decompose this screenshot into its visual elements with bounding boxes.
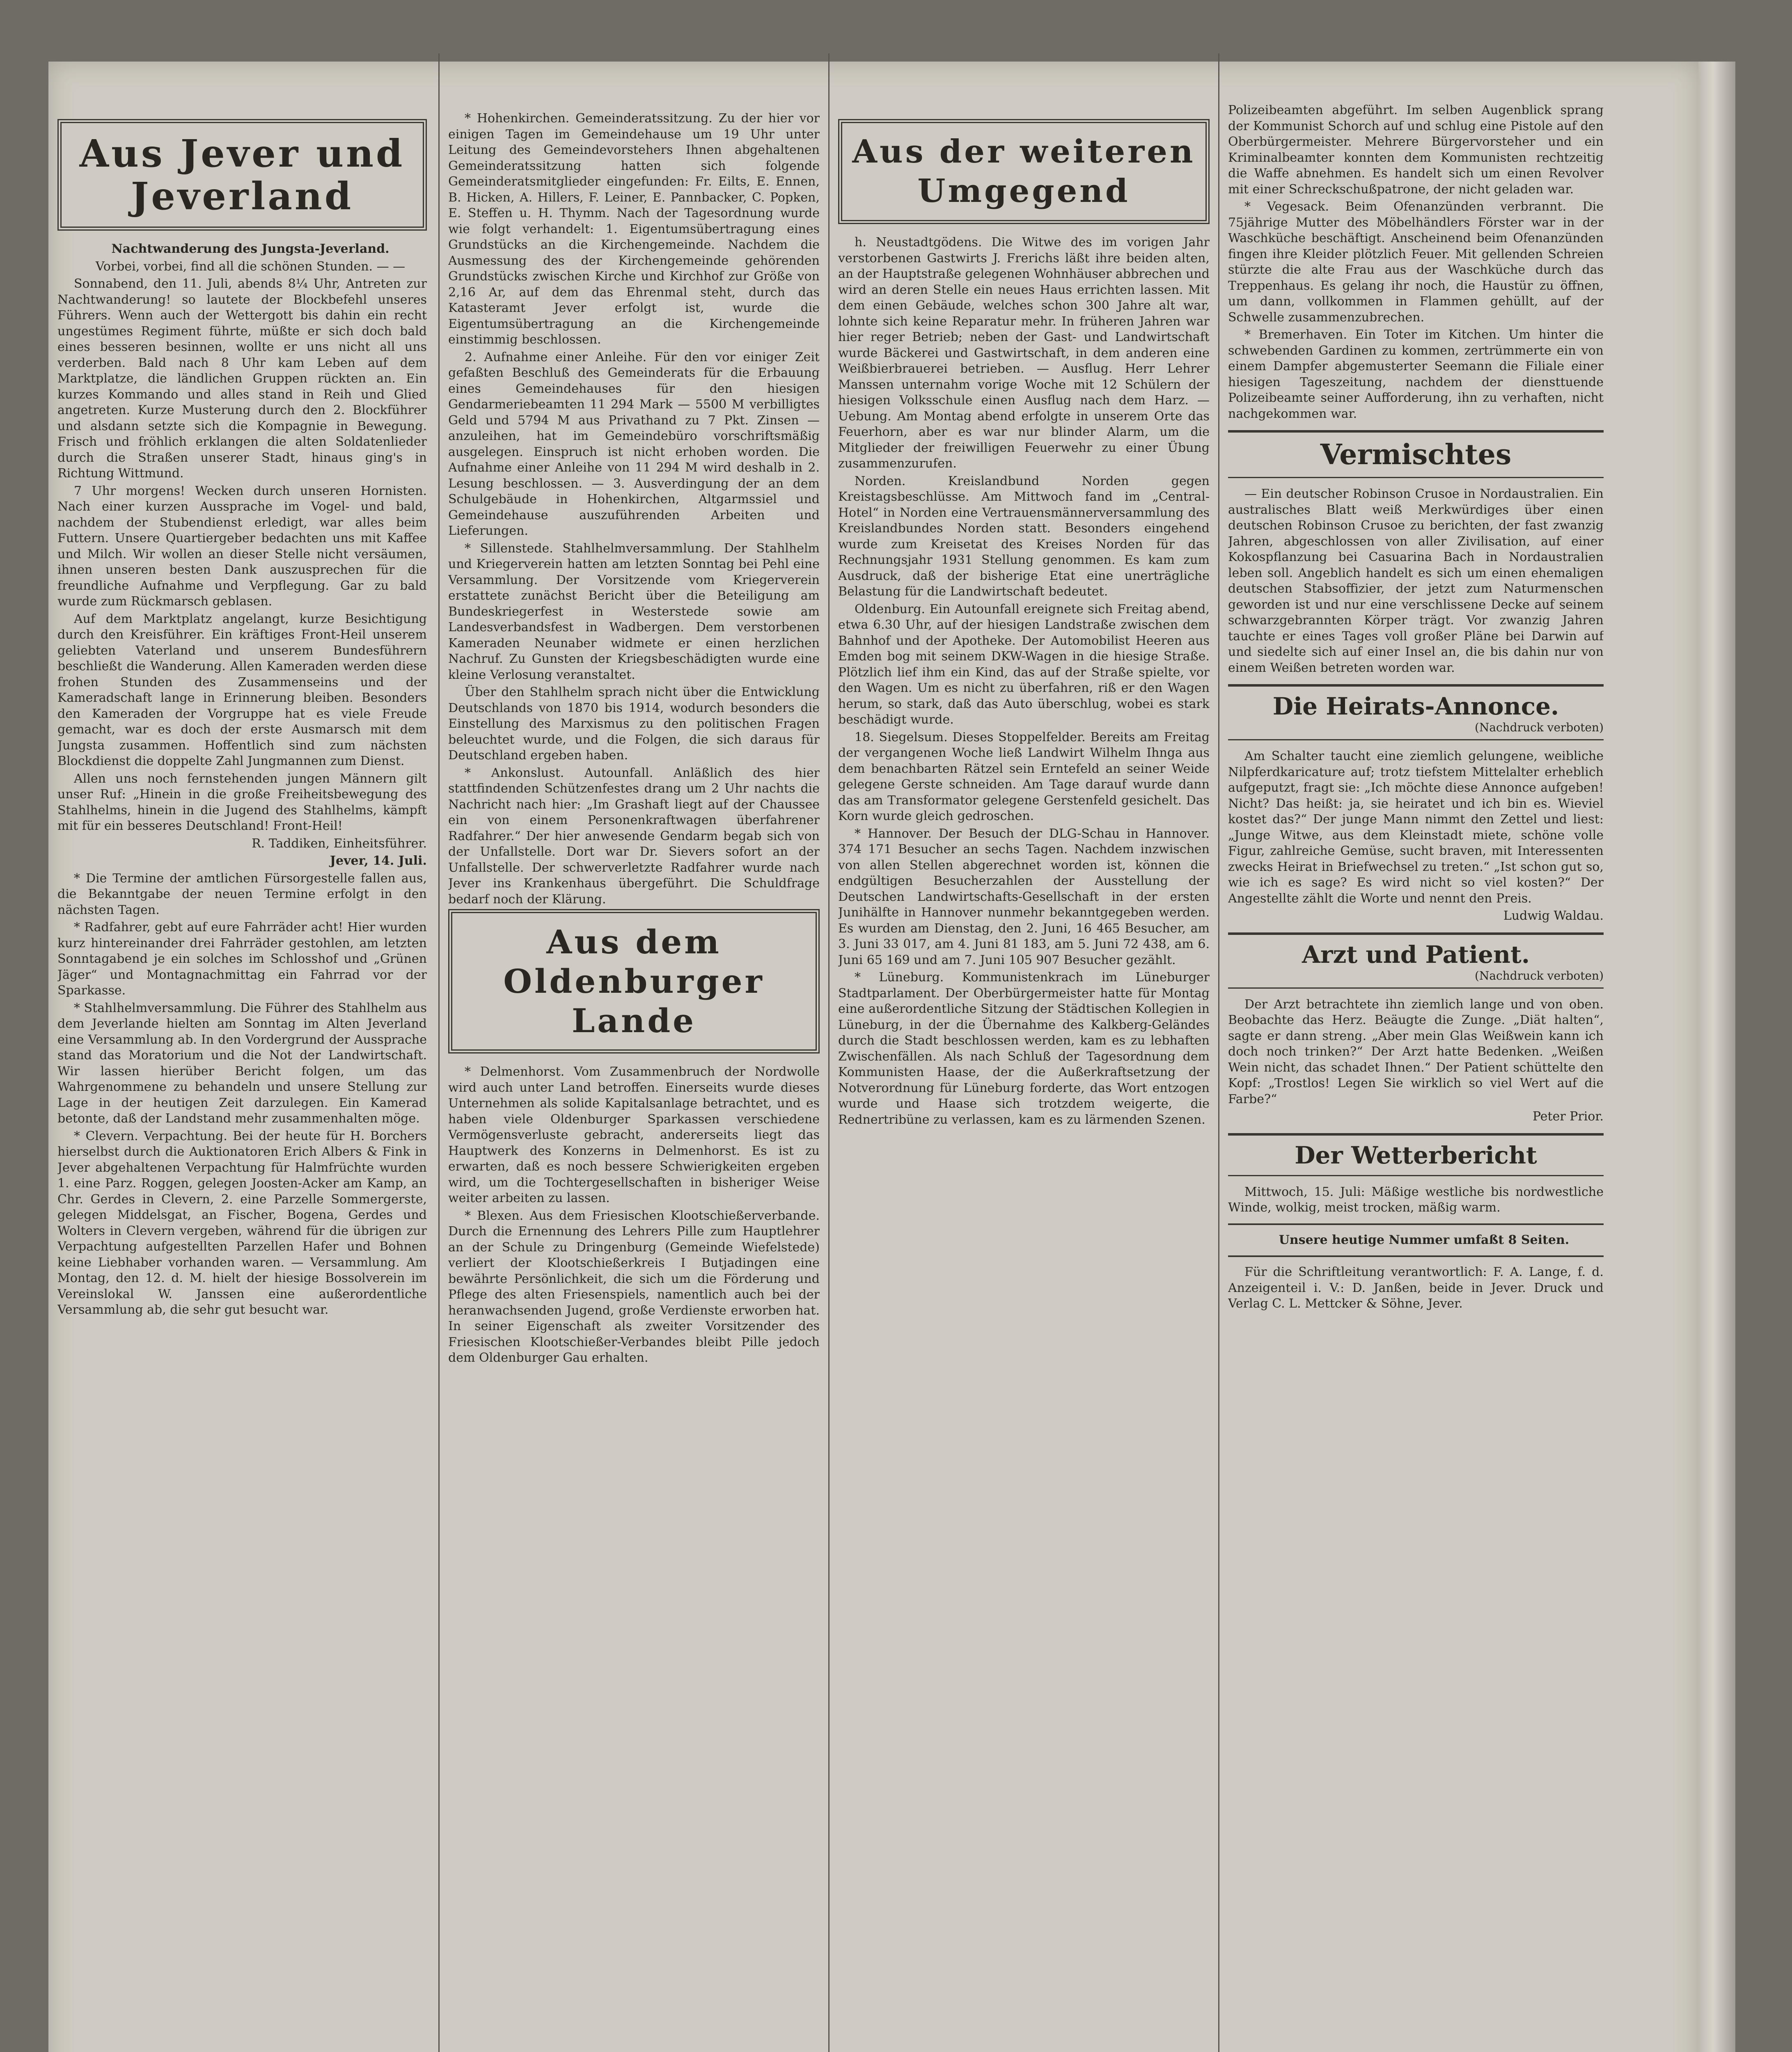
author-signature: Peter Prior. [1532,1109,1604,1124]
news-item: * Radfahrer, gebt auf eure Fahrräder acht! Hier wurden kurz hintereinander drei Fahrräder gestohlen, am letzten Sonntagabend je ein solches im Schlosshof und „Grünen Jäger“ und Montagnachmittag ein Fahrrad vor der Sparkasse. [57,920,427,998]
article-verse: Vorbei, vorbei, find all die schönen Stunden. — — [95,259,406,274]
reprint-note: (Nachdruck verboten) [1474,969,1604,982]
news-item: * Delmenhorst. Vom Zusammenbruch der Nordwolle wird auch unter Land betroffen. Einerseits wurde dieses Unternehmen als solide Kapitalsanlage betrachtet, und es haben viele Oldenburger Sparkassen verschiedene Vermögensverluste gebracht, andererseits liegt das Hauptwerk des Konzerns in Delmenhorst. Es ist zu erwarten, daß es noch bessere Schwierigkeiten ergeben wird, um die Tochtergesellschaften in bisheriger Weise weiter arbeiten zu lassen. [448,1065,820,1205]
section-heading-wetterbericht: Der Wetterbericht [1228,1133,1604,1176]
dateline: Jever, 14. Juli. [330,854,427,868]
news-item: * Ankonslust. Autounfall. Anläßlich des hier stattfindenden Schützenfestes drang um 2 Uhr nachts die Nachricht nach hier: „Im Grashaft liegt auf der Chaussee ein von einem Personenkraftwagen überfahrener Radfahrer.“ Der hier anwesende Gendarm begab sich von der Unfallstelle. Dort war Dr. Sievers sofort an der Unfallstelle. Der schwerverletzte Radfahrer wurde nach Jever ins Krankenhaus übergeführt. Die Schuldfrage bedarf noch der Klärung. [448,765,820,907]
column-4 [1228,103,1604,2052]
section-heading-vermischtes: Vermischtes [1228,430,1604,478]
heading-text: Arzt und Patient. [1302,940,1530,969]
separator [1228,1223,1604,1225]
story-text: Am Schalter taucht eine ziemlich gelungene, weibliche Nilpferdkaricature auf; trotz tiefstem Mittelalter erheblich aufgeputzt, fragt sie: „Ich möchte diese Annonce aufgeben! Nicht? Das heißt: ja, sie heiratet und ich bin es. Wieviel kostet das?“ Der junge Mann nimmt den Zettel und liest: „Junge Witwe, aus dem Kleinstadt miete, schöne volle Figur, zahlreiche Gemüse, sucht braven, mit Interessenten zwecks Heirat in Briefwechsel zu treten.“ „Ist schon gut so, wie ich es sage? Es wird nicht so viel kosten?“ Der Angestellte zählt die Worte und nennt den Preis. [1228,749,1604,906]
issue-note: Unsere heutige Nummer umfaßt 8 Seiten. [1279,1232,1570,1247]
news-item: h. Neustadtgödens. Die Witwe des im vorigen Jahr verstorbenen Gastwirts J. Frerichs läßt ihre beiden alten, an der Hauptstraße gelegenen Wohnhäuser abbrechen und wird an deren Stelle ein neues Haus errichten lassen. Mit dem einen Gebäude, welches schon 300 Jahre alt war, lohnte sich keine Reparatur mehr. In früheren Jahren war hier reger Betrieb; neben der Gast- und Landwirtschaft wurde Bäckerei und Gastwirtschaft, in dem anderen eine Weißbierbrauerei betrieben. — Ausflug. Herr Lehrer Manssen unternahm vorige Woche mit 12 Schülern der hiesigen Volksschule einen Ausflug nach dem Harz. — Uebung. Am Montag abend erfolgte in unserem Orte das Feuerhorn, aber es war nur blinder Alarm, um die Mitglieder der freiwilligen Feuerwehr zu einer Übung zusammenzurufen. [838,235,1210,471]
weather-report: Mittwoch, 15. Juli: Mäßige westliche bis nordwestliche Winde, wolkig, meist trocken, mäßig warm. [1228,1184,1604,1215]
section-heading-heirats-annonce [1228,684,1604,740]
column-3 [838,119,1210,2052]
article-paragraph: Auf dem Marktplatz angelangt, kurze Besichtigung durch den Kreisführer. Ein kräftiges Front-Heil unserem geliebten Vaterland und unserem Bundesführern beschließt die Wanderung. Allen Kameraden werden diese frohen Stunden des Zusammenseins und der Kameradschaft lange in Erinnerung bleiben. Besonders den Kameraden der Vorgruppe hat es viele Freude gemacht, war es doch der erste Ausmarsch mit dem Jungsta zusammen. Hoffentlich sind zum nächsten Blockdienst die doppelte Zahl Jungmannen zum Dienst. [57,611,427,768]
news-item: * Sillenstede. Stahlhelmversammlung. Der Stahlhelm und Kriegerverein hatten am letzten Sonntag bei Pehl eine Versammlung. Der Vorsitzende vom Kriegerverein erstattete zunächst Bericht über die Beteiligung am Bundeskriegerfest in Westerstede sowie am Landesverbandsfest in Wadbergen. Dem verstorbenen Kameraden Neunaber widmete er einen herzlichen Nachruf. Zu Gunsten der Kriegsbeschädigten wurde eine kleine Verlosung veranstaltet. [448,541,820,682]
article-paragraph: Sonnabend, den 11. Juli, abends 8¼ Uhr, Antreten zur Nachtwanderung! so lautete der Blockbefehl unseres Führers. Wenn auch der Wettergott bis dahin ein recht ungestümes Regiment führte, müßte er sich doch bald eines besseren besinnen, wollte er uns nicht all uns verderben. Bald nach 8 Uhr kam Leben auf dem Marktplatze, die ländlichen Gruppen rückten an. Ein kurzes Kommando und alles stand in Reih und Glied angetreten. Kurze Musterung durch den 2. Blockführer und alsdann setzte sich die Kompagnie in Bewegung. Frisch und fröhlich erklangen die alten Soldatenlieder durch die Straßen unserer Stadt, hinaus ging's in Richtung Wittmund. [57,277,427,481]
news-item: * Hohenkirchen. Gemeinderatssitzung. Zu der hier vor einigen Tagen im Gemeindehause um 19 Uhr unter Leitung des Gemeindevorstehers Ihnen abgehaltenen Gemeinderatssitzung hatten sich folgende Gemeinderatsmitglieder eingefunden: Fr. Eilts, E. Ennen, B. Hicken, A. Hillers, F. Leiner, E. Pannbacker, C. Popken, E. Steffen u. H. Thymm. Nach der Tagesordnung wurde wie folgt verhandelt: 1. Eigentumsübertragung eines Grundstücks an die Kirchengemeinde. Nachdem die Ausmessung des der Kirchengemeinde gehörenden Grundstücks zwischen Kirche und Kirchhof zur Größe von 2,16 Ar, auf dem das Ehrenmal steht, durch das Katasteramt Jever erfolgt ist, wurde die Eigentumsübertragung an die Kirchengemeinde einstimmig beschlossen. [448,111,820,347]
news-item: * Bremerhaven. Ein Toter im Kitchen. Um hinter die schwebenden Gardinen zu kommen, zertrümmerte ein von einem Dampfer abgemusterter Seemann die Filiale einer hiesigen Tageszeitung, nachdem der diensttuende Polizeibeamte seiner Aufforderung, ihn zu verhaften, nicht nachgekommen war. [1228,327,1604,421]
news-item: * Stahlhelmversammlung. Die Führer des Stahlhelm aus dem Jeverlande hielten am Sonntag im Alten Jeverland eine Versammlung ab. In den Vordergrund der Aussprache stand das Moratorium und die Not der Landwirtschaft. Wir lassen hierüber Bericht folgen, um das Wahrgenommene zu behandeln und unsere Stellung zur Lage in der heutigen Zeit darzulegen. Ein Kamerad betonte, daß der Landstand mehr zusammenhalten möge. [57,1001,427,1126]
column-rule [438,53,440,2052]
news-item: * Clevern. Verpachtung. Bei der heute für H. Borchers hierselbst durch die Auktionatoren Erich Albers & Fink in Jever abgehaltenen Verpachtung für Halmfrüchte wurden 1. eine Parz. Roggen, gelegen Joosten-Acker am Kamp, an Chr. Gerdes in Clevern, 2. eine Parzelle Sommergerste, gelegen Middelsgat, an Fischer, Bogena, Gerdes und Wolters in Clevern vergeben, während für die übrigen zur Verpachtung aufgestellten Parzellen Hafer und Bohnen keine Liebhaber vorhanden waren. — Versammlung. Am Montag, den 12. d. M. hielt der hiesige Bossolverein im Vereinslokal W. Janssen eine außerordentliche Versammlung ab, die sehr gut besucht war. [57,1129,427,1317]
article-signature: R. Taddiken, Einheitsführer. [252,836,427,851]
news-item: Über den Stahlhelm sprach nicht über die Entwicklung Deutschlands von 1870 bis 1914, wodurch besonders die Einstellung des Marxismus zu den politischen Fragen beleuchtet wurde, und die Folgen, die sich daraus für Deutschland ergeben haben. [448,685,820,763]
heading-text: Die Heirats-Annonce. [1272,692,1559,720]
column-1 [57,119,427,2052]
news-item: * Hannover. Der Besuch der DLG-Schau in Hannover. 374 171 Besucher an sechs Tagen. Nachdem inzwischen von allen Stellen abgerechnet worden ist, können die endgültigen Besucherzahlen der Ausstellung der Deutschen Landwirtschafts-Gesellschaft in der ersten Junihälfte in Hannover nunmehr bekanntgegeben werden. Es wurden am Dienstag, den 2. Juni, 16 465 Besucher, am 3. Juni 33 017, am 4. Juni 81 183, am 5. Juni 72 438, am 6. Juni 65 169 und am 7. Juni 105 907 Besucher gezählt. [838,826,1210,967]
article-paragraph: 7 Uhr morgens! Wecken durch unseren Hornisten. Nach einer kurzen Aussprache im Vogel- und bald, nachdem der Stubendienst erledigt, war alles beim Futtern. Unsere Quartiergeber bedachten uns mit Kaffee und Milch. Wir wollen an dieser Stelle nicht versäumen, ihnen unseren besten Dank auszusprechen für die freundliche Aufnahme und Verpflegung. Gar zu bald wurde zum Rückmarsch geblasen. [57,483,427,609]
reprint-note: (Nachdruck verboten) [1474,721,1604,734]
column-2 [448,111,820,2052]
news-item: * Blexen. Aus dem Friesischen Klootschießerverbande. Durch die Ernennung des Lehrers Pille zum Hauptlehrer an der Schule zu Dringenburg (Gemeinde Wiefelstede) verliert der Klootschießerkreis I Butjadingen eine bewährte Persönlichkeit, die sich um die Förderung und Pflege des alten Friesenspiels, namentlich auch bei der heranwachsenden Jugend, große Verdienste erworben hat. In seiner Eigenschaft als zweiter Vorsitzender des Friesischen Klootschießer-Verbandes bleibt Pille jedoch dem Oldenburger Gau erhalten. [448,1208,820,1365]
news-item: * Lüneburg. Kommunistenkrach im Lüneburger Stadtparlament. Der Oberbürgermeister hatte für Montag eine außerordentliche Sitzung der Städtischen Kollegien in Lüneburg, in der die Übernahme des Kalkberg-Geländes durch die Stadt beschlossen werden, kam es zu lebhaften Zwischenfällen. Als nach Schluß der Tagesordnung dem Kommunisten Haase, der die Außerkraftsetzung der Notverordnung für Lüneburg forderte, das Wort entzogen wurde und Haase sich trotzdem weigerte, die Rednertribüne zu verlassen, kam es zu lärmenden Szenen. [838,970,1210,1127]
column-rule [1218,53,1219,2052]
article-title: Nachtwanderung des Jungsta-Jeverland. [111,242,390,256]
news-item: Oldenburg. Ein Autounfall ereignete sich Freitag abend, etwa 6.30 Uhr, auf der hiesigen Landstraße zwischen dem Bahnhof und der Apotheke. Der Automobilist Heeren aus Emden bog mit seinem DKW-Wagen in die hiesige Straße. Plötzlich lief ihm ein Kind, das auf der Straße spielte, vor den Wagen. Um es nicht zu überfahren, riß er den Wagen herum, so stark, daß das Auto überschlug, wobei es stark beschädigt wurde. [838,602,1210,727]
news-item: 18. Siegelsum. Dieses Stoppelfelder. Bereits am Freitag der vergangenen Woche ließ Landwirt Wilhelm Ihnga aus dem benachbarten Rätzel sein Erntefeld an seiner Weide gelegene Gerste schneiden. Am Tage darauf wurde dann das am Transformator gelegene Gerstenfeld gesichelt. Das Korn wurde gleich gedroschen. [838,730,1210,823]
news-item: Norden. Kreislandbund Norden gegen Kreistagsbeschlüsse. Am Mittwoch fand im „Central-Hotel“ in Norden eine Vertrauensmännerversammlung des Kreislandbundes Norden statt. Besonders eingehend wurde zum Kreisetat des Kreises Norden für das Rechnungsjahr 1931 Stellung genommen. Es kam zum Ausdruck, daß der bisherige Etat eine unerträgliche Belastung für die Landwirtschaft bedeutet. [838,474,1210,599]
news-item: * Die Termine der amtlichen Fürsorgestelle fallen aus, die Bekanntgabe der neuen Termine erfolgt in den nächsten Tagen. [57,871,427,917]
news-item: 2. Aufnahme einer Anleihe. Für den vor einiger Zeit gefaßten Beschluß des Gemeinderats für die Erbauung eines Gemeindehauses für den hiesigen Gendarmeriebeamten 11 294 Mark — 5500 M verbilligtes Geld und 5794 M aus Privathand zu 7 Pkt. Zinsen — anzuleihen, hat im Gemeindebüro vorschriftsmäßig ausgelegen. Einspruch ist nicht erhoben worden. Die Aufnahme einer Anleihe von 11 294 M wird deshalb in 2. Lesung beschlossen. — 3. Ausverdingung der an dem Schulgebäude in Hohenkirchen, Altgarmssiel und Gemeindehause auszuführenden Arbeiten und Lieferungen. [448,350,820,538]
news-item: — Ein deutscher Robinson Crusoe in Nordaustralien. Ein australisches Blatt weiß Merkwürdiges über einen deutschen Robinson Crusoe zu berichten, der fast zwanzig Jahren, abgeschlossen von aller Zivilisation, auf einer Kokospflanzung bei Casuarina Bach in Nordaustralien leben soll. Angeblich handelt es sich um einen ehemaligen deutschen Stabsoffizier, der jetzt zum Naturmenschen geworden ist und nur eine verschlissene Decke auf seinem schwarzgebrannten Körper trägt. Vor zwanzig Jahren tauchte er eines Tages voll großer Pläne bei Darwin auf und siedelte sich auf einer Insel an, die bis dahin nur von einem Weißen betreten worden war. [1228,487,1604,675]
section-heading-oldenburg: Aus dem Oldenburger Lande [448,909,820,1053]
story-text: Der Arzt betrachtete ihn ziemlich lange und von oben. Beobachte das Herz. Beäugte die Zunge. „Diät halten“, sagte er dann streng. „Aber mein Glas Weißwein kann ich doch noch trinken?“ Der Arzt hatte Bedenken. „Weißen Wein nicht, das schadet Ihnen.“ Der Patient schüttelte den Kopf: „Trostlos! Legen Sie wirklich so viel Wert auf die Farbe?“ [1228,997,1604,1106]
news-item: * Vegesack. Beim Ofenanzünden verbrannt. Die 75jährige Mutter des Möbelhändlers Förster war in der Waschküche beschäftigt. Anscheinend beim Ofenanzünden fingen ihre Kleider plötzlich Feuer. Mit gellenden Schreien stürzte die alte Frau aus der Waschküche durch das Treppenhaus. Es gelang ihr noch, die Haustür zu öffnen, um dann, vollkommen in Flammen gehüllt, auf der Schwelle zusammenzubrechen. [1228,199,1604,325]
author-signature: Ludwig Waldau. [1503,909,1604,923]
article-paragraph: Allen uns noch fernstehenden jungen Männern gilt unser Ruf: „Hinein in die große Freiheitsbewegung des Stahlhelms, hinein in die Jugend des Stahlhelms, kämpft mit für ein besseres Deutschland! Front-Heil! [57,771,427,833]
section-heading-arzt-und-patient [1228,932,1604,989]
separator [1228,1255,1604,1257]
section-heading-umgegend: Aus der weiteren Umgegend [838,119,1210,224]
section-heading-jever: Aus Jever und Jeverland [57,119,427,231]
imprint: Für die Schriftleitung verantwortlich: F. A. Lange, f. d. Anzeigenteil i. V.: D. Janßen, beide in Jever. Druck und Verlag C. L. Mettcker & Söhne, Jever. [1228,1265,1604,1311]
page-edge [1698,62,1735,2052]
news-item: Polizeibeamten abgeführt. Im selben Augenblick sprang der Kommunist Schorch auf und schlug eine Pistole auf den Oberbürgermeister. Mehrere Bürgervorsteher und ein Kriminalbeamter konnten dem Kommunisten rechtzeitig die Waffe abnehmen. Es handelt sich um einen Revolver mit einer Schreckschußpatrone, der nicht geladen war. [1228,103,1604,197]
column-rule [828,53,830,2052]
